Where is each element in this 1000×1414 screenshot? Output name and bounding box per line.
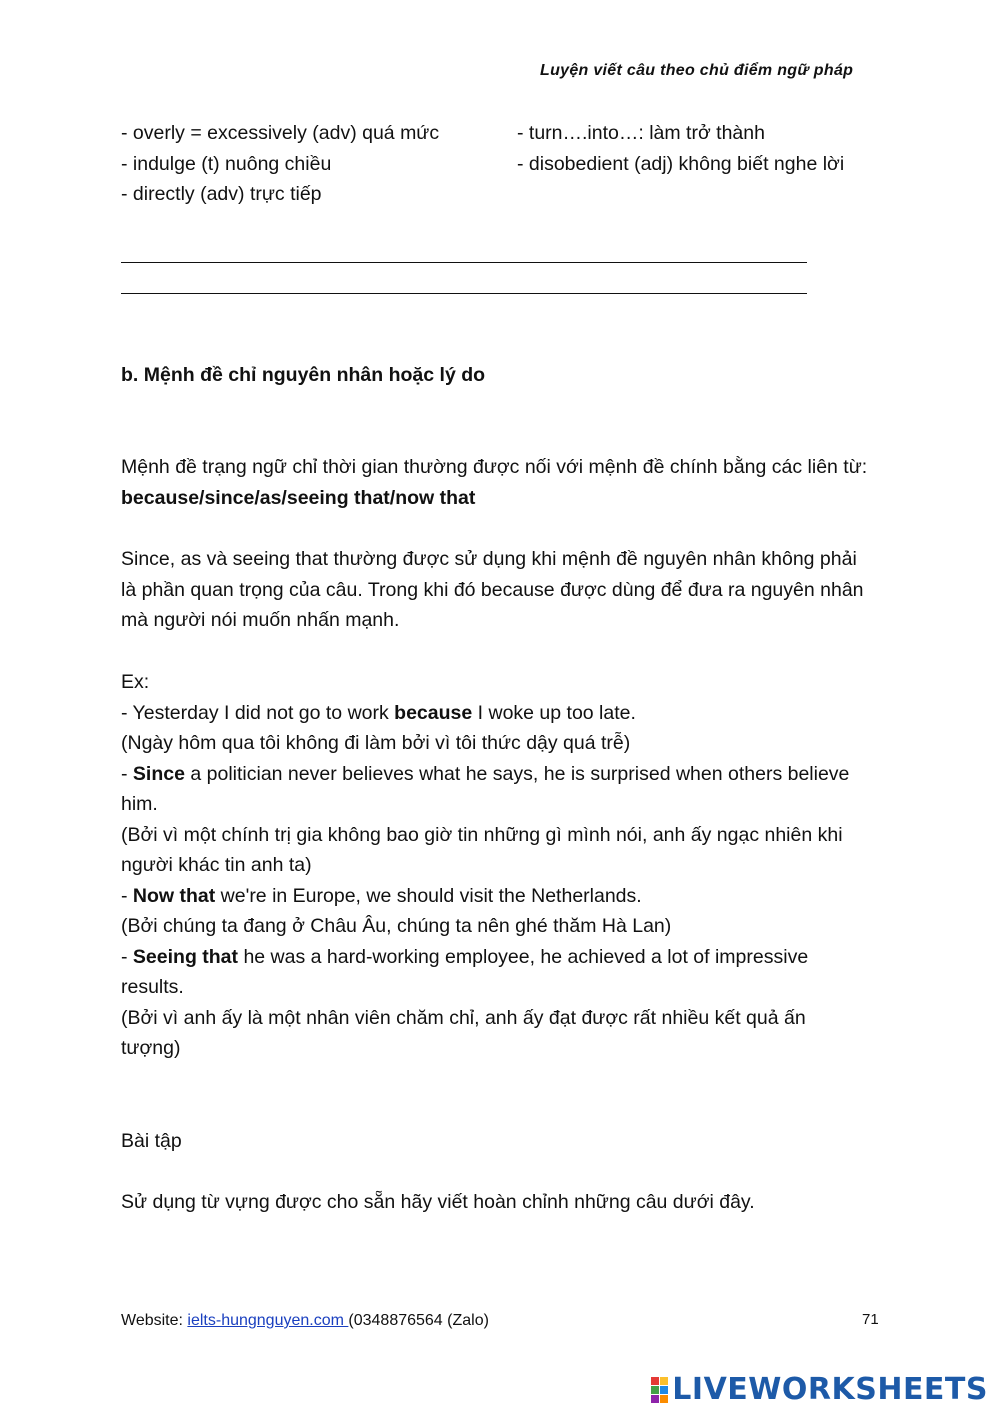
cube	[651, 1386, 659, 1394]
usage-paragraph	[121, 544, 864, 636]
exercise-title: Bài tập	[121, 1130, 182, 1152]
exercise-instruction: Sử dụng từ vựng được cho sẵn hãy viết hoàn chỉnh những câu dưới đây.	[121, 1191, 755, 1213]
keyword: Since	[132, 762, 185, 785]
vocab-item: - turn….into…: làm trở thành	[517, 122, 765, 144]
vocab-item: - disobedient (adj) không biết nghe lời	[517, 152, 845, 175]
vocab-item: - overly = excessively (adv) quá mức	[121, 122, 440, 144]
cube	[660, 1377, 668, 1385]
logo-text: LIVEWORKSHEETS	[672, 1372, 988, 1407]
example-translation: (Ngày hôm qua tôi không đi làm bởi vì tôi thức dậy quá trễ)	[121, 732, 631, 754]
example-translation: (Bởi chúng ta đang ở Châu Âu, chúng ta nên ghé thăm Hà Lan)	[121, 915, 672, 937]
example-sentence: - Yesterday I did not go to work because I woke up too late.	[121, 701, 636, 724]
vocab-list-right	[517, 118, 844, 179]
footer-contact: (0348876564 (Zalo)	[348, 1312, 489, 1329]
cube	[651, 1377, 659, 1385]
keyword: because	[394, 701, 473, 724]
footer	[121, 1312, 489, 1330]
keyword: Seeing that	[132, 945, 239, 968]
page-header: Luyện viết câu theo chủ điểm ngữ pháp	[540, 62, 854, 79]
section-title: b. Mệnh đề chỉ nguyên nhân hoặc lý do	[121, 364, 486, 386]
example-translation: (Bởi vì một chính trị gia không bao giờ tin những gì mình nói, anh ấy ngạc nhiên khi	[121, 823, 843, 846]
examples-block	[121, 667, 849, 1064]
footer-label: Website:	[121, 1312, 188, 1329]
answer-line-1[interactable]	[121, 262, 807, 263]
website-link[interactable]: ielts-hungnguyen.com	[187, 1312, 349, 1329]
usage-line: mà người nói muốn nhấn mạnh.	[121, 609, 400, 631]
example-sentence-cont: him.	[121, 793, 158, 815]
example-sentence: - Now that we're in Europe, we should visit the Netherlands.	[121, 884, 642, 907]
example-sentence: - Seeing that he was a hard-working employee, he achieved a lot of impressive	[121, 945, 809, 968]
vocab-item: - directly (adv) trực tiếp	[121, 183, 322, 205]
example-translation: người khác tin anh ta)	[121, 854, 312, 876]
page-number: 71	[862, 1311, 879, 1328]
logo-cubes-icon	[651, 1377, 668, 1403]
example-translation: (Bởi vì anh ấy là một nhân viên chăm chỉ, anh ấy đạt được rất nhiều kết quả ấn	[121, 1006, 806, 1029]
conjunction-list: because/since/as/seeing that/now that	[121, 486, 476, 509]
usage-line: Since, as và seeing that thường được sử dụng khi mệnh đề nguyên nhân không phải	[121, 548, 857, 570]
example-translation: tượng)	[121, 1037, 181, 1059]
cube	[660, 1386, 668, 1394]
examples-label: Ex:	[121, 671, 150, 693]
intro-line: Mệnh đề trạng ngữ chỉ thời gian thường được nối với mệnh đề chính bằng các liên từ:	[121, 456, 868, 478]
vocab-item: - indulge (t) nuông chiều	[121, 152, 332, 175]
example-sentence: - Since a politician never believes what he says, he is surprised when others believe	[121, 762, 850, 785]
intro-paragraph	[121, 452, 867, 513]
vocab-list-left	[121, 118, 439, 210]
cube	[651, 1395, 659, 1403]
usage-line: là phần quan trọng của câu. Trong khi đó because được dùng để đưa ra nguyên nhân	[121, 578, 864, 601]
keyword: Now that	[132, 884, 216, 907]
answer-line-2[interactable]	[121, 293, 807, 294]
cube	[660, 1395, 668, 1403]
liveworksheets-logo[interactable]	[651, 1372, 988, 1407]
example-sentence-cont: results.	[121, 976, 184, 998]
